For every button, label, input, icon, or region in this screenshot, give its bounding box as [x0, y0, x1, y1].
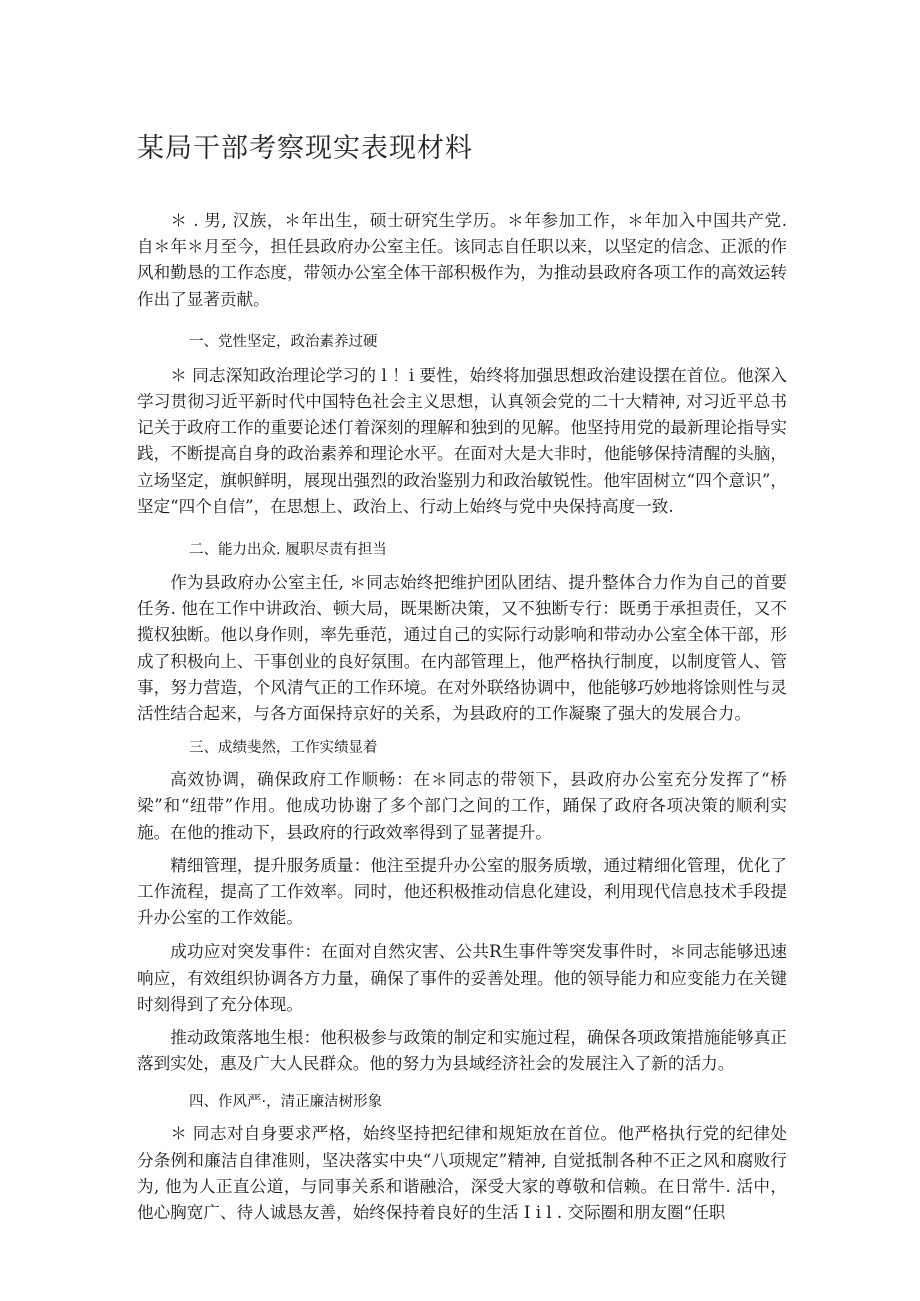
document-body [137, 208, 787, 1226]
section-3-paragraph-1: 高效协调，确保政府工作顺畅：在＊同志的带领下，县政府办公室充分发挥了“桥梁”和“纽带”作用。他成功协谢了多个部门之间的工作，踊保了政府各项决策的顺利实施。在他的推动下，县政府的行政效率得到了显著提升。 [137, 770, 787, 842]
section-3-paragraph-2: 精细管理，提升服务质量：他注至提升办公室的服务质墩，通过精细化管理，优化了工作流程，提高了工作效率。同时，他还积极推动信息化建设，利用现代信息技术手段提升办公室的工作效能。 [137, 855, 787, 928]
section-4-paragraph-1: ＊ 同志对自身要求严格，始终坚持把纪律和规矩放在首位。他严格执行党的纪律处分条例和廉洁自律准则，坚决落实中央“八项规定”精神, 自觉抵制各种不正之风和腐败行为, 他为人正直公道，与同事关系和谐融洽，深受大家的尊敬和信赖。在日常牛. 活中，他心胸宽广、待人诚恳友善，始终保持着良好的生活 I i l . 交际圈和朋友圈“任职 [137, 1124, 787, 1223]
intro-paragraph: ＊ . 男, 汉族，＊年出生，硕士研究生学历。＊年参加工作，＊年加入中国共产党. 自＊年＊月至今，担任县政府办公室主任。该同志自任职以来，以坚定的信念、正派的作风和勤恳的工作态度，带领办公室全体干部积极作为，为推动县政府各项工作的高效运转作出了显著贡献。 [137, 211, 787, 309]
section-2-paragraph-1: 作为县政府办公室主任, ＊同志始终把维护团队团结、提升整体合力作为自己的首要任务. 他在工作中讲政治、顿大局，既果断决策，又不独断专行：既勇于承担责任，又不揽权独断。他以身作则，率先垂范，通过自己的实际行动影响和带动办公室全体干部，形成了积极向上、干事创业的良好氛围。在内部管理上，他严格执行制度，以制度管人、管事，努力营造，个风清气正的工作环境。在对外联络协调中，他能够巧妙地将馀则性与灵活性结合起来，与各方面保持京好的关系，为县政府的工作凝聚了强大的发展合力。 [137, 573, 787, 724]
section-heading-1: 一、党性坚定，政治素养过硬 [189, 333, 378, 350]
section-1-paragraph-1: ＊ 同志深知政治理论学习的 l ！i 要性，始终将加强思想政治建设摆在首位。他深入学习贯彻习近平新时代中国特色社会主义思想，认真领会党的二十大精神, 对习近平总书记关于政府工作的重要论述仃着深刻的理解和独到的见解。他坚持用党的最新理论指导实践，不断提高自身的政治素养和理论水平。在面对大是大非时，他能够保持清醒的头脑，立场坚定，旗帜鲜明，展现出强烈的政治鉴别力和政治敏锐性。他牢固树立“四个意识”，坚定“四个自信”，在思想上、政治上、行动上始终与党中央保持高度一致. [137, 365, 787, 516]
section-heading-2: 二、能力出众. 履职尽责有担当 [189, 542, 387, 559]
document-title: 某局干部考察现实表现材料 [137, 133, 473, 164]
section-heading-4: 四、作风严·，清正廉洁树形象 [189, 1094, 383, 1111]
section-heading-3: 三、成绩斐然，工作实绩显着 [189, 740, 378, 757]
section-3-paragraph-4: 推动政策落地生根：他积极参与政策的制定和实施过程，确保各项政策措施能够真正落到实处，惠及广大人民群众。他的努力为县域经济社会的发展注入了新的活力。 [137, 1028, 787, 1074]
section-3-paragraph-3: 成功应对突发事件：在面对自然灾害、公共R生事件等突发事件时，＊同志能够迅速响应，有效组织协调各方力量，确保了事件的妥善处理。他的领导能力和应变能力在关键时刻得到了充分体现。 [137, 942, 787, 1014]
